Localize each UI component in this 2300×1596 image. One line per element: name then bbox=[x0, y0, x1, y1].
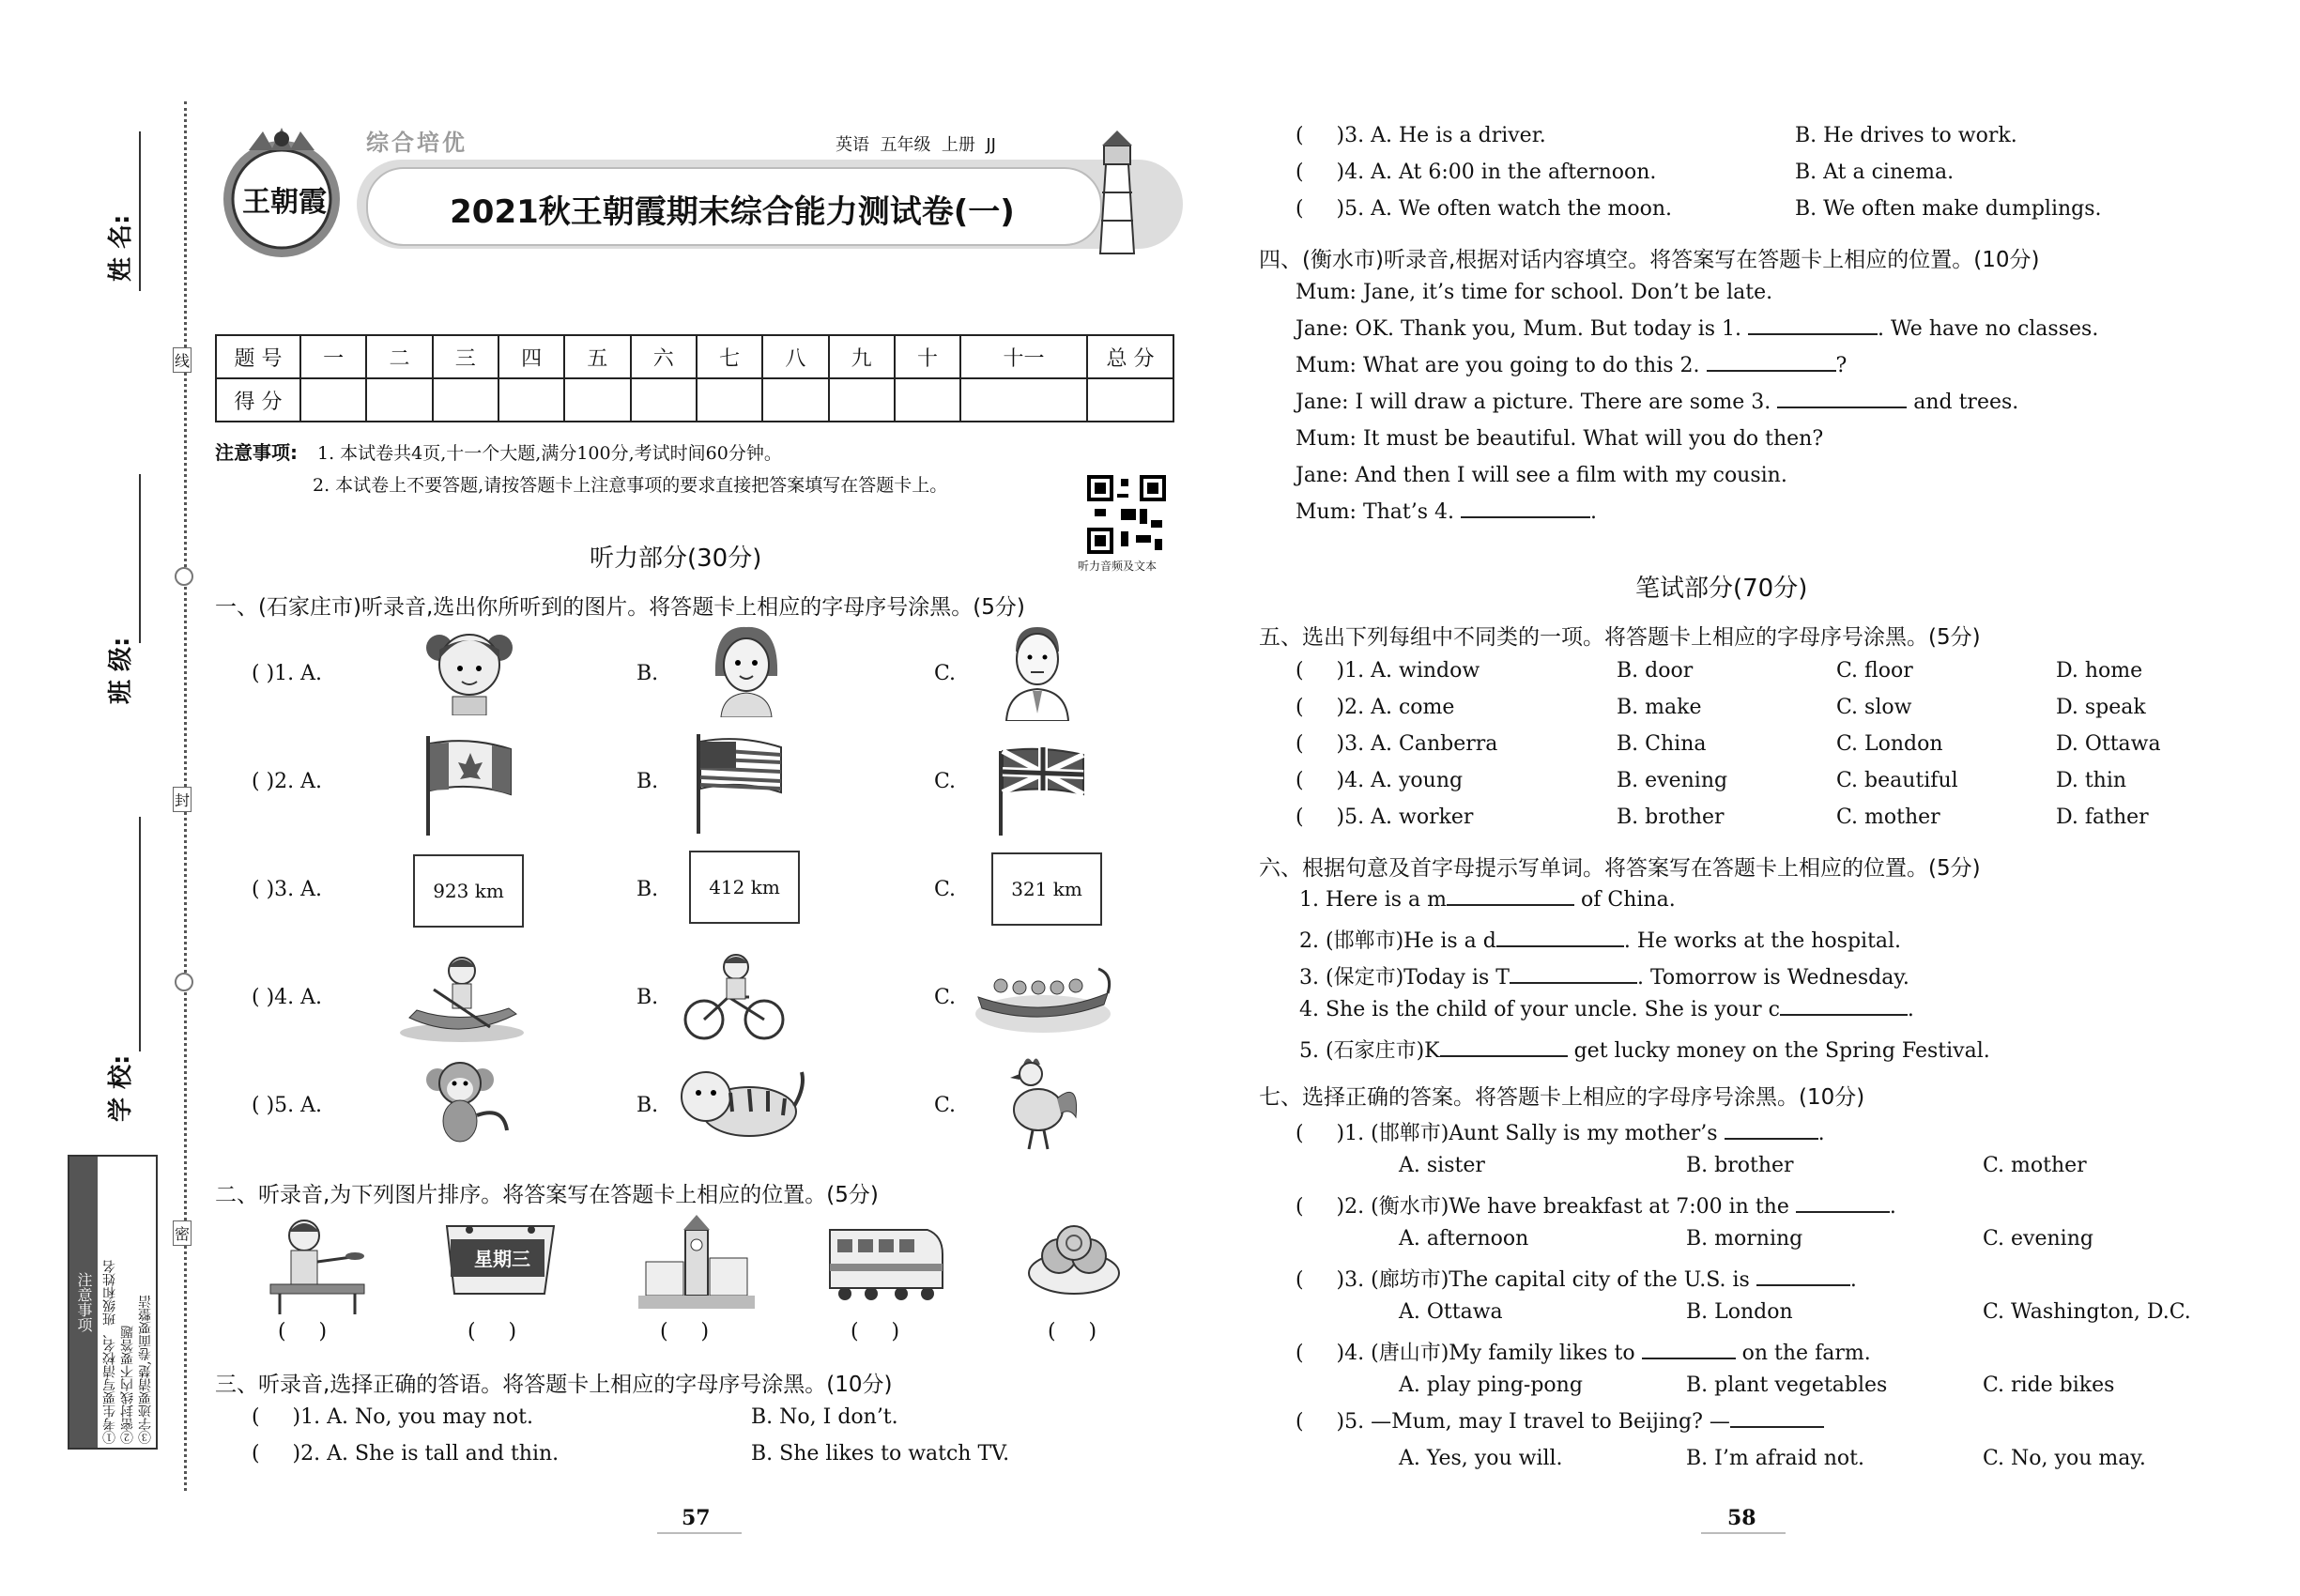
score-cell[interactable] bbox=[1087, 378, 1173, 422]
brand-tag: 综合培优 bbox=[366, 130, 468, 156]
s3-item1-b: B. No, I don’t. bbox=[751, 1405, 898, 1429]
class-label: 班 级: bbox=[107, 637, 135, 704]
s6-item-2 bbox=[1299, 925, 1901, 954]
s5-item1-a: ( )1. A. window bbox=[1296, 659, 1480, 683]
s5-item1-c: C. floor bbox=[1836, 659, 1913, 683]
s7-item-1-c: C. mother bbox=[1983, 1154, 2087, 1177]
header-banner bbox=[216, 122, 1192, 263]
boy-boat-icon bbox=[396, 952, 528, 1046]
s6-item-5-post: get lucky money on the Spring Festival. bbox=[1573, 1039, 1990, 1063]
seal-line-mark-1: 线 bbox=[173, 347, 192, 373]
s4-line-5 bbox=[1296, 427, 1823, 451]
city-tower-icon bbox=[638, 1213, 755, 1311]
s1-item4-c: C. bbox=[934, 986, 957, 1009]
calendar-picture bbox=[441, 1220, 560, 1299]
s1-item1-b: B. bbox=[636, 662, 659, 685]
s3-item4-b: B. At a cinema. bbox=[1795, 161, 1955, 184]
s7-item-2-text: ( )2. (衡水市)We have breakfast at 7:00 in the bbox=[1296, 1195, 1789, 1219]
page-number-left: 57 bbox=[682, 1506, 711, 1530]
s5-item1-d: D. home bbox=[2056, 659, 2143, 683]
s4-line-3-pre: Mum: What are you going to do this 2. bbox=[1296, 354, 1700, 377]
s6-item-1-post: of China. bbox=[1581, 888, 1676, 912]
train-icon bbox=[824, 1217, 946, 1303]
s7-item-3-end: . bbox=[1849, 1268, 1857, 1292]
binding-hole-2 bbox=[175, 973, 193, 991]
s4-line-6-text: Jane: And then I will see a film with my cousin. bbox=[1296, 464, 1787, 487]
s7-item-4-q bbox=[1296, 1337, 1871, 1366]
tiger-icon bbox=[674, 1059, 805, 1149]
s5-item5-b: B. brother bbox=[1617, 806, 1725, 829]
score-cell[interactable] bbox=[960, 378, 1087, 422]
writing-heading: 笔试部分(70分) bbox=[1635, 575, 1808, 603]
s5-title: 五、选出下列每组中不同类的一项。将答题卡上相应的字母序号涂黑。(5分) bbox=[1259, 625, 1981, 650]
s7-item-2-a: A. afternoon bbox=[1399, 1227, 1529, 1251]
s3-item5-q: ( )5. A. We often watch the moon. bbox=[1296, 197, 1673, 221]
s4-line-2-pre: Jane: OK. Thank you, Mum. But today is 1. bbox=[1296, 317, 1741, 341]
s7-item-5-text: ( )5. —Mum, may I travel to Beijing? — bbox=[1296, 1410, 1730, 1434]
s7-item-1-a: A. sister bbox=[1399, 1154, 1485, 1177]
s7-blank-3[interactable] bbox=[1756, 1284, 1850, 1286]
s6-title: 六、根据句意及首字母提示写单词。将答案写在答题卡上相应的位置。(5分) bbox=[1259, 856, 1981, 881]
score-col-total: 总 分 bbox=[1087, 335, 1173, 378]
s4-blank-4[interactable] bbox=[1461, 516, 1590, 518]
seal-line-mark-3: 密 bbox=[173, 1220, 192, 1246]
score-col-11: 十一 bbox=[960, 335, 1087, 378]
s5-item2-c: C. slow bbox=[1836, 696, 1912, 719]
s7-item-1-text: ( )1. (邯郸市)Aunt Sally is my mother’s bbox=[1296, 1122, 1718, 1145]
distance-box-c: 321 km bbox=[991, 852, 1102, 926]
s1-item4-label: ( )4. A. bbox=[252, 986, 323, 1009]
man-glasses-icon bbox=[995, 620, 1080, 721]
s7-item-2-end: . bbox=[1889, 1195, 1896, 1219]
s7-item-3-a: A. Ottawa bbox=[1399, 1300, 1503, 1324]
s3-item4-q: ( )4. A. At 6:00 in the afternoon. bbox=[1296, 161, 1657, 184]
s4-line-4-pre: Jane: I will draw a picture. There are some 3. bbox=[1296, 391, 1771, 414]
score-col-3: 三 bbox=[433, 335, 498, 378]
usa-flag-icon bbox=[693, 734, 787, 834]
score-cell[interactable] bbox=[829, 378, 895, 422]
s6-item-4-pre: 4. She is the child of your uncle. She is your c bbox=[1299, 998, 1780, 1021]
s4-line-7-pre: Mum: That’s 4. bbox=[1296, 500, 1455, 524]
distance-box-b: 412 km bbox=[689, 851, 800, 924]
s4-title: 四、(衡水市)听录音,根据对话内容填空。将答案写在答题卡上相应的位置。(10分) bbox=[1259, 248, 2040, 272]
s7-item-2-c: C. evening bbox=[1983, 1227, 2093, 1251]
s7-item-4-end: on the farm. bbox=[1741, 1342, 1871, 1365]
page-ornament-right bbox=[1701, 1532, 1786, 1534]
s4-line-2 bbox=[1296, 317, 2098, 341]
s7-item-1-q bbox=[1296, 1117, 1825, 1146]
distance-box-a: 923 km bbox=[413, 854, 524, 928]
score-col-1: 一 bbox=[300, 335, 366, 378]
s7-item-3-text: ( )3. (廊坊市)The capital city of the U.S. is bbox=[1296, 1268, 1750, 1292]
s6-item-2-pre: 2. (邯郸市)He is a d bbox=[1299, 929, 1496, 953]
s1-item5-label: ( )5. A. bbox=[252, 1094, 323, 1117]
logo-text: 王朝霞 bbox=[242, 186, 327, 219]
notes-box bbox=[68, 1155, 158, 1450]
notes-title: 注意事项 bbox=[69, 1157, 98, 1448]
s7-item-4-c: C. ride bikes bbox=[1983, 1373, 2115, 1397]
s7-item-4-text: ( )4. (唐山市)My family likes to bbox=[1296, 1342, 1635, 1365]
s6-item-1 bbox=[1299, 888, 1676, 912]
binding-hole-1 bbox=[175, 567, 193, 586]
s5-item4-c: C. beautiful bbox=[1836, 769, 1958, 792]
s6-blank-4[interactable] bbox=[1780, 1014, 1908, 1016]
s4-line-5-text: Mum: It must be beautiful. What will you do then? bbox=[1296, 427, 1824, 451]
s7-item-5-b: B. I’m afraid not. bbox=[1686, 1447, 1864, 1470]
score-table-header-row bbox=[216, 335, 1173, 378]
note-3: ③字迹要清楚,卷面要整洁 bbox=[138, 1295, 153, 1444]
s7-item-5-a: A. Yes, you will. bbox=[1399, 1447, 1563, 1470]
score-cell[interactable] bbox=[300, 378, 366, 422]
s2-paren-1[interactable]: ( ) bbox=[278, 1320, 328, 1343]
s6-item-4 bbox=[1299, 998, 1914, 1021]
qr-caption: 听力音频及文本 bbox=[1078, 560, 1158, 573]
score-col-8: 八 bbox=[762, 335, 828, 378]
s6-item-5 bbox=[1299, 1035, 1990, 1064]
calendar-text: 星期三 bbox=[474, 1248, 530, 1270]
s1-item5-b: B. bbox=[636, 1094, 659, 1117]
s5-item2-a: ( )2. A. come bbox=[1296, 696, 1455, 719]
dragon-boat-icon bbox=[973, 952, 1113, 1036]
s7-item-2-q bbox=[1296, 1190, 1896, 1220]
note-1: ①考生要写清校名、班级和姓名 bbox=[102, 1260, 117, 1444]
girl-pigtails-icon bbox=[424, 622, 514, 715]
s5-item5-c: C. mother bbox=[1836, 806, 1940, 829]
s5-item4-b: B. evening bbox=[1617, 769, 1728, 792]
s4-line-7 bbox=[1296, 500, 1597, 524]
s2-paren-4[interactable]: ( ) bbox=[851, 1320, 900, 1343]
exam-title: 2021秋王朝霞期末综合能力测试卷(一) bbox=[450, 193, 1015, 231]
score-cell[interactable] bbox=[433, 378, 498, 422]
score-row2-label: 得 分 bbox=[216, 378, 300, 422]
uk-flag-icon bbox=[995, 742, 1089, 836]
s7-item-5-c: C. No, you may. bbox=[1983, 1447, 2146, 1470]
school-line bbox=[139, 817, 141, 1051]
page-ornament-left bbox=[657, 1532, 742, 1534]
s7-blank-5[interactable] bbox=[1730, 1426, 1824, 1428]
score-col-4: 四 bbox=[498, 335, 564, 378]
s4-line-7-post: . bbox=[1590, 500, 1598, 524]
score-cell[interactable] bbox=[697, 378, 762, 422]
s1-item3-label: ( )3. A. bbox=[252, 878, 323, 901]
s7-item-3-c: C. Washington, D.C. bbox=[1983, 1300, 2191, 1324]
score-col-7: 七 bbox=[697, 335, 762, 378]
s1-item2-label: ( )2. A. bbox=[252, 770, 323, 793]
s6-item-4-post: . bbox=[1907, 998, 1914, 1021]
s7-blank-2[interactable] bbox=[1796, 1211, 1890, 1213]
s2-paren-2[interactable]: ( ) bbox=[468, 1320, 517, 1343]
name-label: 姓 名: bbox=[107, 214, 135, 282]
monkey-icon bbox=[413, 1055, 516, 1149]
s5-item3-a: ( )3. A. Canberra bbox=[1296, 732, 1498, 756]
s6-item-1-pre: 1. Here is a m bbox=[1299, 888, 1448, 912]
s4-blank-1[interactable] bbox=[1748, 333, 1878, 335]
s1-item1-c: C. bbox=[934, 662, 957, 685]
s1-title: 一、(石家庄市)听录音,选出你所听到的图片。将答题卡上相应的字母序号涂黑。(5分) bbox=[215, 595, 1025, 620]
woman-icon bbox=[704, 620, 789, 717]
score-cell[interactable] bbox=[498, 378, 564, 422]
s3-item3-q: ( )3. A. He is a driver. bbox=[1296, 124, 1546, 147]
s7-blank-4[interactable] bbox=[1642, 1358, 1736, 1359]
s3-item2-q: ( )2. A. She is tall and thin. bbox=[252, 1442, 560, 1466]
s2-paren-5[interactable]: ( ) bbox=[1048, 1320, 1097, 1343]
s5-item3-c: C. London bbox=[1836, 732, 1943, 756]
s4-line-1-text: Mum: Jane, it’s time for school. Don’t be late. bbox=[1296, 281, 1773, 304]
page-number-right: 58 bbox=[1727, 1506, 1756, 1530]
s3-item5-b: B. We often make dumplings. bbox=[1795, 197, 2102, 221]
score-col-2: 二 bbox=[366, 335, 432, 378]
s5-item4-a: ( )4. A. young bbox=[1296, 769, 1464, 792]
s5-item2-b: B. make bbox=[1617, 696, 1702, 719]
s3-title: 三、听录音,选择正确的答语。将答题卡上相应的字母序号涂黑。(10分) bbox=[215, 1373, 893, 1397]
s7-item-1-end: . bbox=[1817, 1122, 1825, 1145]
score-cell[interactable] bbox=[631, 378, 697, 422]
s1-item2-c: C. bbox=[934, 770, 957, 793]
mooncakes-icon bbox=[1027, 1217, 1121, 1297]
s7-title: 七、选择正确的答案。将答题卡上相应的字母序号涂黑。(10分) bbox=[1259, 1085, 1865, 1110]
s4-line-6 bbox=[1296, 464, 1787, 487]
school-label: 学 校: bbox=[107, 1054, 135, 1122]
brand-logo bbox=[216, 122, 347, 263]
s6-blank-5[interactable] bbox=[1440, 1055, 1568, 1057]
score-col-10: 十 bbox=[895, 335, 960, 378]
s7-item-4-a: A. play ping-pong bbox=[1399, 1373, 1583, 1397]
s6-item-3 bbox=[1299, 961, 1909, 990]
s4-line-4-post: and trees. bbox=[1913, 391, 2019, 414]
note-2: ②密封线内不要答题 bbox=[120, 1326, 135, 1444]
seal-line-mark-2: 封 bbox=[173, 787, 192, 812]
score-col-6: 六 bbox=[631, 335, 697, 378]
canada-flag-icon bbox=[422, 736, 516, 836]
notice-line-1: 1. 本试卷共4页,十一个大题,满分100分,考试时间60分钟。 bbox=[317, 443, 782, 464]
s1-item2-b: B. bbox=[636, 770, 659, 793]
s3-item1-q: ( )1. A. No, you may not. bbox=[252, 1405, 533, 1429]
s3-item2-b: B. She likes to watch TV. bbox=[751, 1442, 1010, 1466]
s6-item-3-pre: 3. (保定市)Today is T bbox=[1299, 966, 1510, 990]
s5-item2-d: D. speak bbox=[2056, 696, 2146, 719]
listening-heading: 听力部分(30分) bbox=[590, 545, 762, 573]
score-row1-label: 题 号 bbox=[216, 335, 300, 378]
rooster-icon bbox=[995, 1051, 1080, 1155]
s6-blank-2[interactable] bbox=[1496, 945, 1624, 947]
notice-line-2: 2. 本试卷上不要答题,请按答题卡上注意事项的要求直接把答案填写在答题卡上。 bbox=[313, 475, 948, 496]
s4-line-2-post: . We have no classes. bbox=[1878, 317, 2099, 341]
s6-item-3-post: . Tomorrow is Wednesday. bbox=[1636, 966, 1909, 990]
notice-label: 注意事项: bbox=[215, 441, 298, 464]
s4-line-3-post: ? bbox=[1835, 354, 1848, 377]
s7-item-3-b: B. London bbox=[1686, 1300, 1793, 1324]
s1-item3-b: B. bbox=[636, 878, 659, 901]
s4-line-4 bbox=[1296, 391, 2018, 414]
s5-item5-d: D. father bbox=[2056, 806, 2149, 829]
s6-item-2-post: . He works at the hospital. bbox=[1623, 929, 1902, 953]
score-table bbox=[215, 334, 1174, 422]
s5-item1-b: B. door bbox=[1617, 659, 1694, 683]
qr-code-icon bbox=[1087, 475, 1166, 554]
score-cell[interactable] bbox=[895, 378, 960, 422]
s4-line-3 bbox=[1296, 354, 1847, 377]
boy-bike-icon bbox=[678, 950, 790, 1044]
s5-item4-d: D. thin bbox=[2056, 769, 2127, 792]
score-cell[interactable] bbox=[366, 378, 432, 422]
s4-blank-2[interactable] bbox=[1707, 370, 1836, 372]
s2-title: 二、听录音,为下列图片排序。将答案写在答题卡上相应的位置。(5分) bbox=[215, 1183, 879, 1207]
s2-paren-3[interactable]: ( ) bbox=[660, 1320, 710, 1343]
score-table-score-row bbox=[216, 378, 1173, 422]
s7-blank-1[interactable] bbox=[1725, 1138, 1818, 1140]
name-line bbox=[139, 131, 141, 291]
s6-blank-3[interactable] bbox=[1510, 982, 1637, 984]
s7-item-5-q bbox=[1296, 1410, 1824, 1434]
lighthouse-icon bbox=[1080, 127, 1155, 258]
subject-info: 英语 五年级 上册 JJ bbox=[836, 135, 996, 155]
boy-cooking-icon bbox=[252, 1213, 374, 1316]
score-cell[interactable] bbox=[762, 378, 828, 422]
s1-item3-c: C. bbox=[934, 878, 957, 901]
s7-item-4-b: B. plant vegetables bbox=[1686, 1373, 1888, 1397]
class-line bbox=[139, 474, 141, 643]
s5-item3-d: D. Ottawa bbox=[2056, 732, 2161, 756]
s5-item5-a: ( )5. A. worker bbox=[1296, 806, 1474, 829]
score-col-9: 九 bbox=[829, 335, 895, 378]
s1-item5-c: C. bbox=[934, 1094, 957, 1117]
s3-item3-b: B. He drives to work. bbox=[1795, 124, 2017, 147]
s1-item1-label: ( )1. A. bbox=[252, 662, 323, 685]
s6-item-5-pre: 5. (石家庄市)K bbox=[1299, 1039, 1440, 1063]
score-cell[interactable] bbox=[564, 378, 630, 422]
score-col-5: 五 bbox=[564, 335, 630, 378]
s4-line-1 bbox=[1296, 281, 1772, 304]
s7-item-3-q bbox=[1296, 1264, 1857, 1293]
s1-item4-b: B. bbox=[636, 986, 659, 1009]
s7-item-2-b: B. morning bbox=[1686, 1227, 1803, 1251]
s6-blank-1[interactable] bbox=[1447, 904, 1574, 906]
s7-item-1-b: B. brother bbox=[1686, 1154, 1794, 1177]
s5-item3-b: B. China bbox=[1617, 732, 1707, 756]
s4-blank-3[interactable] bbox=[1777, 407, 1907, 408]
